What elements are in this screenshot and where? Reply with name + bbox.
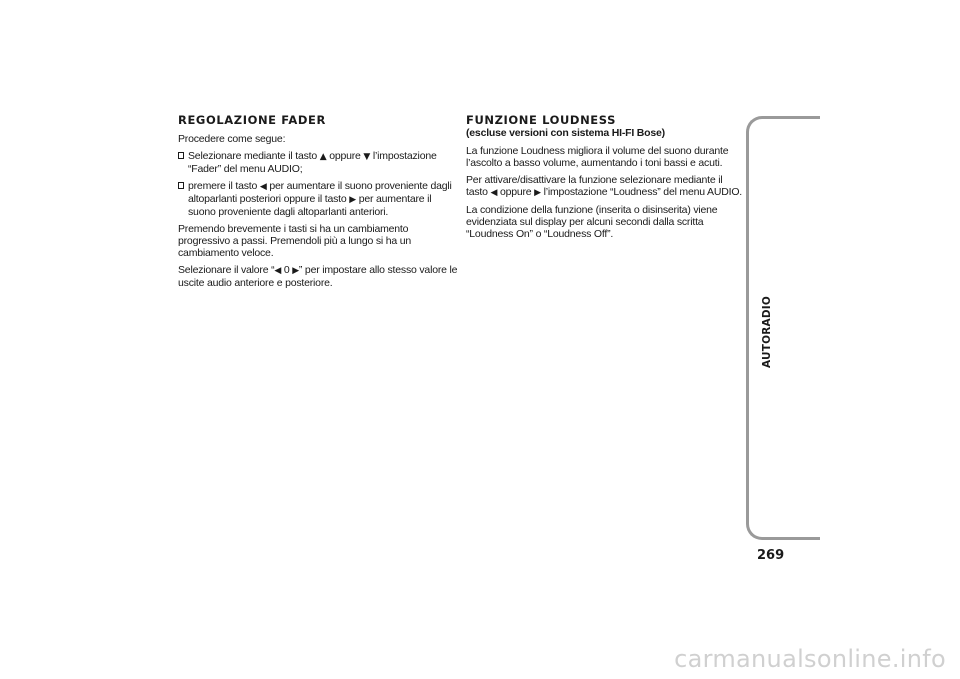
- paragraph: Premendo brevemente i tasti si ha un cambiamento progressivo a passi. Premendoli più a lungo si ha un cambiamento veloce.: [178, 223, 411, 259]
- checkbox-bullet-icon: [178, 182, 184, 189]
- paragraph: Per attivare/disattivare la funzione selezionare mediante il tasto ◀ oppure ▶ l’impostazione “Loudness” del menu AUDIO.: [466, 174, 743, 198]
- arrow-down-icon: ▼: [363, 152, 371, 162]
- paragraph: La funzione Loudness migliora il volume del suono durante l’ascolto a basso volume, aumentando i toni bassi e acuti.: [466, 145, 729, 169]
- left-column: [178, 114, 460, 294]
- arrow-right-icon: ▶: [534, 188, 541, 198]
- arrow-right-icon: ▶: [292, 266, 299, 276]
- page-number: 269: [757, 548, 785, 563]
- right-column: [466, 114, 746, 245]
- list-item: Selezionare mediante il tasto ▲ oppure ▼ l’impostazione “Fader” del menu AUDIO;: [178, 150, 460, 175]
- section-heading-loudness: FUNZIONE LOUDNESS: [466, 113, 617, 127]
- checkbox-bullet-icon: [178, 152, 184, 159]
- section-subheading: (escluse versioni con sistema HI-FI Bose): [466, 127, 665, 139]
- paragraph: Selezionare il valore “◀ 0 ▶” per impostare allo stesso valore le uscite audio anteriore e posteriore.: [178, 264, 458, 289]
- paragraph: La condizione della funzione (inserita o disinserita) viene evidenziata sul display per alcuni secondi dalla scritta “Loudness On” o “Loudness Off”.: [466, 204, 718, 240]
- arrow-left-icon: ◀: [274, 266, 282, 276]
- arrow-left-icon: ◀: [259, 182, 267, 192]
- arrow-right-icon: ▶: [349, 195, 356, 205]
- section-heading-fader: REGOLAZIONE FADER: [178, 113, 326, 127]
- watermark: carmanualsonline.info: [674, 645, 946, 673]
- section-tab-label: AUTORADIO: [761, 296, 773, 368]
- arrow-left-icon: ◀: [490, 188, 498, 198]
- list-item: premere il tasto ◀ per aumentare il suono proveniente dagli altoparlanti posteriori oppure il tasto ▶ per aumentare il suono proveniente dagli altoparlanti anteriori.: [178, 180, 460, 218]
- intro-text: Procedere come segue:: [178, 133, 286, 145]
- arrow-up-icon: ▲: [319, 152, 327, 162]
